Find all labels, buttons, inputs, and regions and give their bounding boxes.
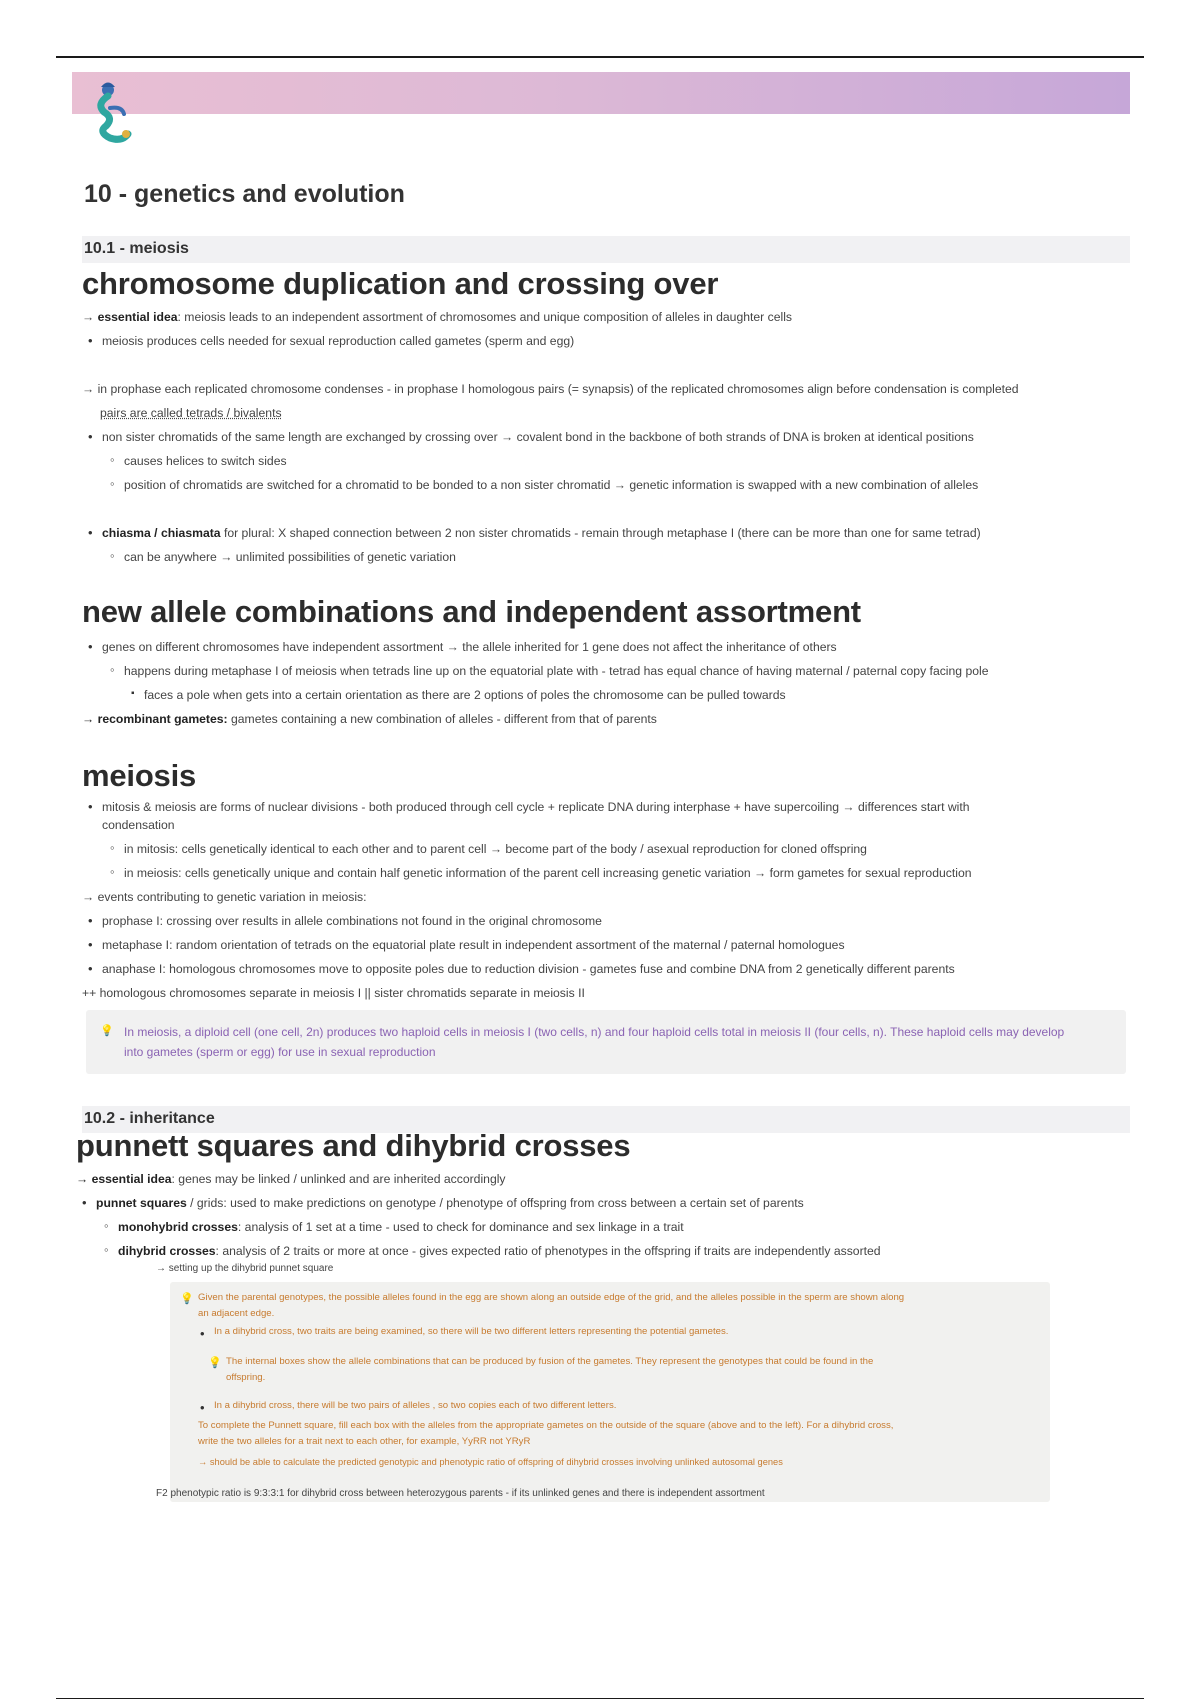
setup-note: → setting up the dihybrid punnet square [156, 1263, 334, 1274]
list-item: ◦ happens during metaphase I of meiosis when tetrads line up on the equatorial plate with - tetrad has equal chance of having maternal / paternal copy facing pole [124, 664, 989, 680]
dihybrid-text: : analysis of 2 traits or more at once - gives expected ratio of phenotypes in the offspring if traits are independently assorted [215, 1244, 881, 1258]
list-item-continuation: condensation [102, 818, 175, 832]
heading-meiosis: meiosis [82, 758, 197, 793]
list-item: ▪ faces a pole when gets into a certain orientation as there are 2 options of poles the chromosome can be pulled towards [144, 688, 786, 704]
genie-icon [88, 78, 136, 148]
list-item [118, 1220, 684, 1236]
callout-line: • In a dihybrid cross, two traits are being examined, so there will be two different letters representing the potential gametes. [214, 1326, 728, 1339]
bottom-rule [56, 1698, 1144, 1699]
list-item: • anaphase I: homologous chromosomes move to opposite poles due to reduction division - gametes fuse and combine DNA from 2 genetically different parents [102, 962, 955, 978]
essential-idea-label: essential idea [97, 310, 178, 324]
callout-line: To complete the Punnett square, fill each box with the alleles from the appropriate gametes on the outside of the square (above and to the left). For a dihybrid cross, [198, 1420, 894, 1431]
essential-idea-line [76, 1172, 506, 1188]
list-item: ◦ causes helices to switch sides [124, 454, 287, 470]
chiasma-text: for plural: X shaped connection between 2 non sister chromatids - remain through metaphase I (there can be more than one for same tetrad) [220, 526, 981, 540]
cover-banner [72, 72, 1130, 114]
paragraph-line: → in prophase each replicated chromosome condenses - in prophase I homologous pairs (= synapsis) of the replicated chromosomes align before condensation is completed [82, 382, 1019, 396]
recombinant-text: gametes containing a new combination of alleles - different from that of parents [227, 712, 657, 726]
chiasma-term: chiasma / chiasmata [102, 526, 221, 540]
heading-punnett: punnett squares and dihybrid crosses [76, 1128, 631, 1163]
list-item: • meiosis produces cells needed for sexual reproduction called gametes (sperm and egg) [102, 334, 574, 350]
heading-allele-combinations: new allele combinations and independent assortment [82, 594, 861, 629]
callout-line: an adjacent edge. [198, 1308, 275, 1319]
monohybrid-term: monohybrid crosses [118, 1220, 238, 1234]
heading-crossing-over: chromosome duplication and crossing over [82, 266, 719, 301]
section-label: 10.2 - inheritance [84, 1110, 215, 1127]
page-title: 10 - genetics and evolution [84, 180, 405, 208]
paragraph-line: ++ homologous chromosomes separate in meiosis I || sister chromatids separate in meiosis II [82, 986, 585, 1000]
lightbulb-icon: 💡 [180, 1293, 194, 1305]
lightbulb-icon: 💡 [100, 1025, 114, 1037]
punnet-term: punnet squares [96, 1196, 187, 1210]
lightbulb-icon: 💡 [208, 1357, 222, 1369]
meiosis-callout [86, 1010, 1126, 1074]
top-rule [56, 56, 1144, 58]
list-item: ◦ in mitosis: cells genetically identical to each other and to parent cell → become part of the body / asexual reproduction for cloned offspring [124, 842, 867, 858]
monohybrid-text: : analysis of 1 set at a time - used to check for dominance and sex linkage in a trait [237, 1220, 684, 1234]
f2-ratio-note: F2 phenotypic ratio is 9:3:3:1 for dihybrid cross between heterozygous parents - if its unlinked genes and there is independent assortment [156, 1488, 765, 1499]
callout-line: • In a dihybrid cross, there will be two pairs of alleles , so two copies each of two different letters. [214, 1400, 616, 1413]
section-label: 10.1 - meiosis [84, 240, 189, 257]
callout-line: → should be able to calculate the predicted genotypic and phenotypic ratio of offspring of dihybrid crosses involving unlinked autosomal genes [198, 1457, 783, 1467]
section-header-bar [82, 236, 1130, 263]
list-item: • mitosis & meiosis are forms of nuclear divisions - both produced through cell cycle + replicate DNA during interphase + have supercoiling → differences start with [102, 800, 970, 816]
punnet-text: / grids: used to make predictions on genotype / phenotype of offspring from cross between a certain set of parents [186, 1196, 804, 1210]
essential-idea-text: : genes may be linked / unlinked and are inherited accordingly [171, 1172, 506, 1186]
callout-line: write the two alleles for a trait next to each other, for example, YyRR not YRyR [198, 1436, 531, 1447]
callout-line: Given the parental genotypes, the possible alleles found in the egg are shown along an outside edge of the grid, and the alleles possible in the sperm are shown along [198, 1292, 905, 1303]
punnett-callout [170, 1282, 1050, 1502]
list-item: ◦ in meiosis: cells genetically unique and contain half genetic information of the parent cell increasing genetic variation → form gametes for sexual reproduction [124, 866, 972, 882]
list-item [118, 1244, 881, 1260]
list-item: • genes on different chromosomes have independent assortment → the allele inherited for 1 gene does not affect the inheritance of others [102, 640, 837, 656]
paragraph-line: → events contributing to genetic variation in meiosis: [82, 890, 367, 904]
essential-idea-text: : meiosis leads to an independent assortment of chromosomes and unique composition of alleles in daughter cells [177, 310, 793, 324]
list-item: • metaphase I: random orientation of tetrads on the equatorial plate result in independent assortment of the maternal / paternal homologues [102, 938, 845, 954]
list-item: ◦ position of chromatids are switched for a chromatid to be bonded to a non sister chromatid → genetic information is swapped with a new combination of alleles [124, 478, 978, 494]
recombinant-term: → recombinant gametes: [82, 712, 228, 726]
list-item [96, 1196, 804, 1212]
essential-idea-line: → essential idea: meiosis leads to an independent assortment of chromosomes and unique composition of alleles in daughter cells [82, 310, 793, 324]
list-item: • non sister chromatids of the same length are exchanged by crossing over → covalent bond in the backbone of both strands of DNA is broken at identical positions [102, 430, 974, 446]
list-item [102, 526, 981, 542]
callout-line: The internal boxes show the allele combinations that can be produced by fusion of the gametes. They represent the genotypes that could be found in the [226, 1356, 874, 1367]
paragraph-line: pairs are called tetrads / bivalents [100, 406, 282, 420]
list-item: • prophase I: crossing over results in allele combinations not found in the original chromosome [102, 914, 602, 930]
recombinant-line [82, 712, 657, 728]
essential-idea-label: → essential idea [76, 1172, 172, 1186]
list-item: ◦ can be anywhere → unlimited possibilities of genetic variation [124, 550, 456, 566]
callout-text: In meiosis, a diploid cell (one cell, 2n) produces two haploid cells in meiosis I (two cells, n) and four haploid cells total in meiosis II (four cells, n). These haploid cells may develop into gametes (sperm or egg) for use in sexual reproduction [124, 1025, 1065, 1059]
callout-line: offspring. [226, 1372, 266, 1383]
dihybrid-term: dihybrid crosses [118, 1244, 216, 1258]
